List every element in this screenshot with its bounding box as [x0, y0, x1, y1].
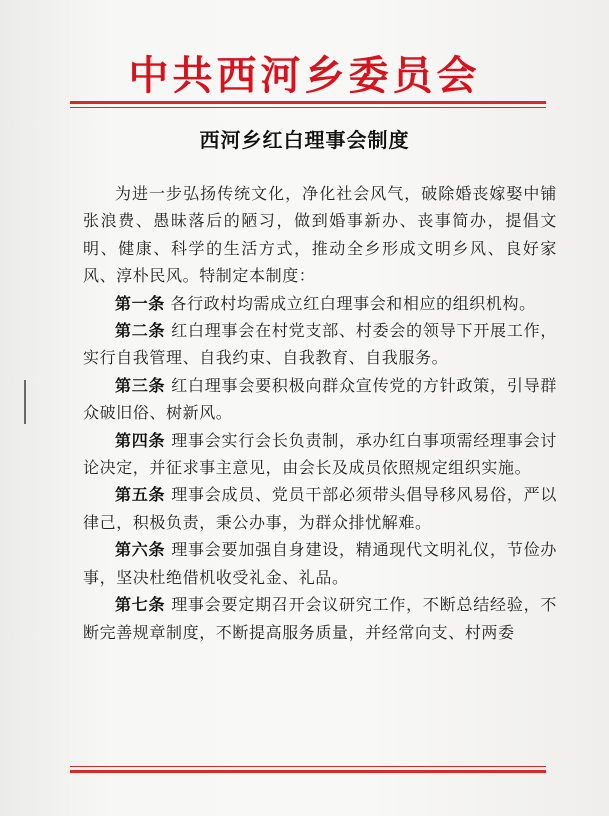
article-text: 各行政村均需成立红白理事会和相应的组织机构。 — [170, 293, 536, 313]
intro-paragraph: 为进一步弘扬传统文化，净化社会风气，破除婚丧嫁娶中铺张浪费、愚昧落后的陋习，做到婚事新办、丧事简办，提倡文明、健康、科学的生活方式，推动全乡形成文明乡风、良好家风、淳朴民风。特制定本制度： — [83, 184, 557, 286]
footer-red-rule-thick — [70, 770, 546, 773]
document-title: 西河乡红白理事会制度 — [199, 128, 410, 152]
article-text: 理事会实行会长负责制，承办红白事项需经理事会讨论决定，并征求事主意见，由会长及成员依照规定组织实施。 — [83, 430, 557, 478]
article-label: 第五条 — [115, 485, 166, 505]
binding-margin-mark — [24, 380, 26, 424]
article-text: 红白理事会要积极向群众宣传党的方针政策，引导群众破旧俗、树新风。 — [83, 375, 557, 423]
org-header-title: 中共西河乡委员会 — [128, 52, 481, 99]
header-red-rule-thin — [70, 107, 546, 108]
article-label: 第四条 — [115, 430, 166, 450]
article-label: 第一条 — [115, 293, 165, 313]
article-label: 第七条 — [115, 595, 166, 615]
footer-red-rule-thin — [70, 766, 546, 767]
article-paragraph — [83, 481, 557, 536]
article-paragraph — [83, 591, 557, 646]
article-paragraph — [83, 427, 557, 482]
article-paragraph — [83, 536, 557, 591]
document-body — [83, 180, 557, 646]
article-paragraph — [83, 372, 557, 427]
header-red-rule-thick — [70, 101, 546, 104]
article-text: 红白理事会在村党支部、村委会的领导下开展工作，实行自我管理、自我约束、自我教育、自我服务。 — [83, 321, 557, 368]
article-text: 理事会成员、党员干部必须带头倡导移风易俗，严以律己，积极负责，秉公办事，为群众排忧解难。 — [83, 485, 557, 532]
article-label: 第六条 — [115, 540, 166, 560]
article-paragraph — [83, 290, 557, 317]
article-paragraph — [83, 317, 557, 372]
article-text: 理事会要加强自身建设，精通现代文明礼仪，节俭办事，坚决杜绝借机收受礼金、礼品。 — [83, 540, 557, 587]
article-label: 第三条 — [115, 375, 166, 395]
article-label: 第二条 — [115, 321, 166, 341]
article-text: 理事会要定期召开会议研究工作，不断总结经验，不断完善规章制度，不断提高服务质量，并经常向支、村两委 — [83, 595, 557, 642]
